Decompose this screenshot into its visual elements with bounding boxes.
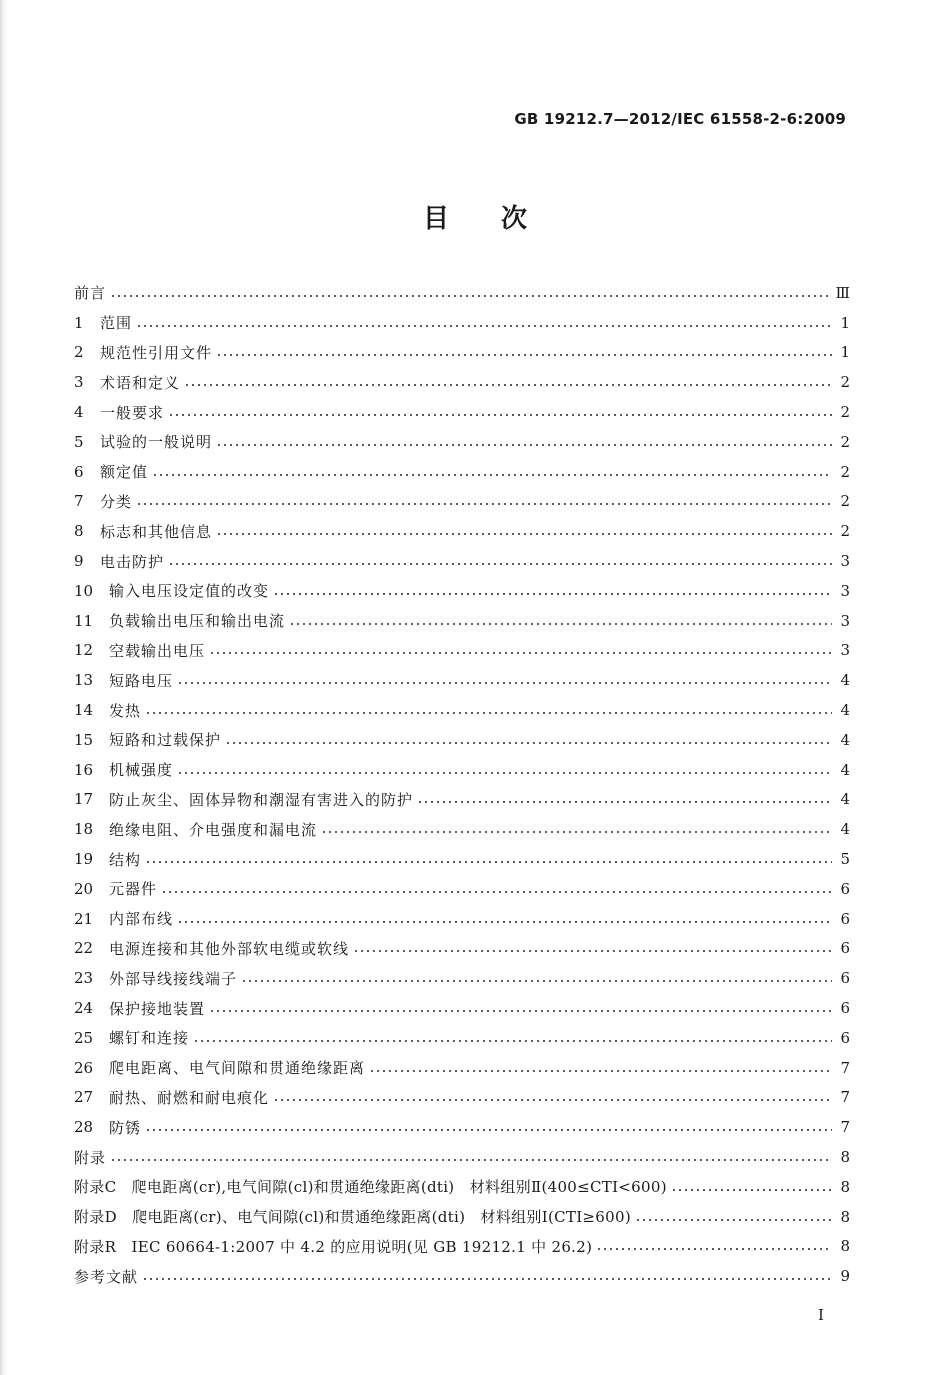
dot-leader (216, 444, 832, 446)
toc-entry-title: 结构 (109, 850, 142, 869)
toc-entry-number: 9 (74, 552, 84, 571)
toc-entry-title: 术语和定义 (100, 373, 181, 392)
toc-entry-title: 分类 (100, 492, 133, 511)
toc-entry-number: 13 (74, 671, 94, 690)
toc-entry (74, 397, 850, 427)
toc-entry-title: 保护接地装置 (109, 999, 206, 1018)
table-of-contents (74, 278, 850, 1291)
toc-entry (74, 874, 850, 904)
dot-leader (353, 950, 832, 952)
page-number: Ⅰ (818, 1306, 824, 1324)
toc-entry (74, 1232, 850, 1262)
toc-entry (74, 1023, 850, 1053)
toc-entry-title: 爬电距离、电气间隙和贯通绝缘距离 (109, 1059, 366, 1078)
toc-entry (74, 844, 850, 874)
toc-entry-number: 2 (74, 343, 84, 362)
toc-entry (74, 785, 850, 815)
toc-entry (74, 278, 850, 308)
toc-entry (74, 1261, 850, 1291)
toc-entry-page: 6 (840, 879, 850, 898)
toc-entry (74, 367, 850, 397)
toc-entry (74, 963, 850, 993)
toc-entry-number: 22 (74, 939, 94, 958)
toc-entry-title: 防止灰尘、固体异物和潮湿有害进入的防护 (109, 790, 414, 809)
toc-entry (74, 546, 850, 576)
toc-entry-page: 1 (840, 343, 850, 362)
toc-entry-title: 发热 (109, 701, 142, 720)
toc-entry-title: 附录D 爬电距离(cr)、电气间隙(cl)和贯通绝缘距离(dti) 材料组别Ⅰ(CTI≥600) (74, 1208, 631, 1227)
toc-entry-page: 4 (840, 760, 850, 779)
toc-entry-page: 3 (840, 581, 850, 600)
dot-leader (177, 772, 832, 774)
toc-entry (74, 755, 850, 785)
dot-leader (177, 682, 832, 684)
toc-entry-title: 电击防护 (100, 552, 165, 571)
toc-entry (74, 487, 850, 517)
toc-entry-title: 空载输出电压 (109, 641, 206, 660)
page-title: 目次 (422, 204, 579, 234)
toc-entry-page: 6 (840, 939, 850, 958)
toc-entry-page: 3 (840, 552, 850, 571)
dot-leader (136, 503, 832, 505)
toc-entry (74, 814, 850, 844)
toc-entry (74, 1142, 850, 1172)
toc-entry-number: 16 (74, 760, 94, 779)
toc-entry-page: 1 (840, 313, 850, 332)
toc-entry-page: 5 (840, 850, 850, 869)
dot-leader (177, 921, 832, 923)
toc-entry-number: 3 (74, 373, 84, 392)
dot-leader (289, 623, 832, 625)
toc-entry-number: 17 (74, 790, 94, 809)
toc-entry-page: 4 (840, 790, 850, 809)
toc-entry-number: 14 (74, 701, 94, 720)
toc-entry (74, 725, 850, 755)
toc-entry-title: 短路和过载保护 (109, 731, 222, 750)
toc-entry-number: 1 (74, 313, 84, 332)
dot-leader (110, 1159, 832, 1161)
toc-entry-page: 2 (840, 403, 850, 422)
toc-entry-page: 7 (840, 1088, 850, 1107)
toc-entry (74, 1112, 850, 1142)
toc-entry-title: 负载输出电压和输出电流 (109, 612, 286, 631)
toc-entry-number: 4 (74, 403, 84, 422)
toc-entry-title: 耐热、耐燃和耐电痕化 (109, 1088, 270, 1107)
dot-leader (145, 1129, 832, 1131)
dot-leader (184, 384, 832, 386)
dot-leader (136, 325, 832, 327)
dot-leader (635, 1219, 832, 1221)
toc-entry-number: 5 (74, 432, 84, 451)
dot-leader (225, 742, 832, 744)
dot-leader (152, 474, 832, 476)
dot-leader (209, 652, 832, 654)
toc-entry-number: 7 (74, 492, 84, 511)
toc-entry-page: 4 (840, 730, 850, 749)
dot-leader (671, 1189, 832, 1191)
toc-entry (74, 1202, 850, 1232)
toc-entry (74, 338, 850, 368)
dot-leader (209, 1010, 832, 1012)
toc-entry-page: 6 (840, 1028, 850, 1047)
toc-entry-page: 6 (840, 969, 850, 988)
toc-entry-title: 标志和其他信息 (100, 522, 213, 541)
toc-entry (74, 606, 850, 636)
toc-entry-page: 4 (840, 820, 850, 839)
toc-entry-number: 20 (74, 879, 94, 898)
dot-leader (241, 980, 832, 982)
toc-entry-title: 附录C 爬电距离(cr),电气间隙(cl)和贯通绝缘距离(dti) 材料组别Ⅱ(400≤CTI<600) (74, 1178, 667, 1197)
toc-entry-page: 4 (840, 671, 850, 690)
toc-entry (74, 576, 850, 606)
toc-entry-number: 26 (74, 1058, 94, 1077)
toc-entry-number: 24 (74, 999, 94, 1018)
toc-entry-number: 18 (74, 820, 94, 839)
toc-entry-number: 21 (74, 909, 94, 928)
toc-entry (74, 1053, 850, 1083)
toc-entry-page: 8 (840, 1207, 850, 1226)
dot-leader (216, 533, 832, 535)
toc-entry (74, 427, 850, 457)
toc-entry-title: 输入电压设定值的改变 (109, 582, 270, 601)
toc-entry-page: 9 (840, 1267, 850, 1286)
dot-leader (142, 1278, 832, 1280)
toc-entry-title: 规范性引用文件 (100, 343, 213, 362)
toc-entry-number: 28 (74, 1118, 94, 1137)
toc-entry-page: 2 (840, 492, 850, 511)
toc-entry (74, 1172, 850, 1202)
dot-leader (369, 1070, 832, 1072)
toc-entry (74, 636, 850, 666)
toc-entry (74, 665, 850, 695)
toc-entry (74, 904, 850, 934)
toc-entry-number: 27 (74, 1088, 94, 1107)
toc-entry-title: 附录R IEC 60664-1:2007 中 4.2 的应用说明(见 GB 19212.1 中 26.2) (74, 1237, 593, 1256)
toc-entry-page: 6 (840, 999, 850, 1018)
toc-entry-title: 试验的一般说明 (100, 433, 213, 452)
toc-entry-number: 23 (74, 969, 94, 988)
toc-entry-page: 6 (840, 909, 850, 928)
toc-entry-page: 2 (840, 522, 850, 541)
toc-entry-title: 额定值 (100, 463, 149, 482)
toc-entry-title: 电源连接和其他外部软电缆或软线 (109, 939, 350, 958)
dot-leader (417, 801, 832, 803)
toc-entry-title: 一般要求 (100, 403, 165, 422)
dot-leader (110, 295, 830, 297)
toc-entry-page: 2 (840, 432, 850, 451)
toc-entry-page: 2 (840, 373, 850, 392)
toc-entry-number: 11 (74, 611, 94, 630)
toc-entry-page: 3 (840, 641, 850, 660)
toc-entry (74, 516, 850, 546)
toc-entry-title: 防锈 (109, 1118, 142, 1137)
toc-entry-page: 8 (840, 1148, 850, 1166)
toc-entry-title: 短路电压 (109, 671, 174, 690)
toc-entry-number: 25 (74, 1028, 94, 1047)
dot-leader (193, 1040, 832, 1042)
toc-entry (74, 934, 850, 964)
toc-entry-page: 7 (840, 1058, 850, 1077)
toc-entry-page: Ⅲ (835, 283, 850, 302)
toc-entry-title: 附录 (74, 1148, 107, 1167)
toc-entry-number: 12 (74, 641, 94, 660)
toc-entry-page: 3 (840, 611, 850, 630)
toc-entry-title: 绝缘电阻、介电强度和漏电流 (109, 820, 318, 839)
dot-leader (168, 414, 832, 416)
toc-entry-number: 8 (74, 522, 84, 541)
toc-entry (74, 457, 850, 487)
toc-entry-page: 8 (840, 1237, 850, 1256)
dot-leader (596, 1248, 832, 1250)
toc-entry-number: 19 (74, 850, 94, 869)
toc-entry-title: 元器件 (109, 880, 158, 899)
toc-entry-page: 7 (840, 1118, 850, 1137)
toc-entry (74, 1083, 850, 1113)
toc-entry-number: 10 (74, 581, 94, 600)
dot-leader (145, 861, 832, 863)
dot-leader (321, 831, 832, 833)
toc-entry (74, 695, 850, 725)
toc-entry (74, 308, 850, 338)
toc-entry-page: 2 (840, 462, 850, 481)
dot-leader (168, 563, 832, 565)
toc-entry-title: 前言 (74, 284, 107, 303)
toc-entry-title: 参考文献 (74, 1267, 139, 1286)
standard-number: GB 19212.7—2012/IEC 61558-2-6:2009 (514, 110, 846, 128)
dot-leader (273, 1099, 832, 1101)
dot-leader (216, 354, 832, 356)
toc-entry-title: 机械强度 (109, 761, 174, 780)
toc-entry-title: 螺钉和连接 (109, 1029, 190, 1048)
toc-entry-page: 4 (840, 701, 850, 720)
toc-entry-title: 外部导线接线端子 (109, 969, 238, 988)
toc-entry-title: 内部布线 (109, 910, 174, 929)
dot-leader (145, 712, 832, 714)
toc-entry-number: 15 (74, 730, 94, 749)
toc-entry-page: 8 (840, 1177, 850, 1196)
dot-leader (161, 891, 832, 893)
toc-entry-number: 6 (74, 462, 84, 481)
dot-leader (273, 593, 832, 595)
toc-entry (74, 993, 850, 1023)
toc-entry-title: 范围 (100, 314, 133, 333)
